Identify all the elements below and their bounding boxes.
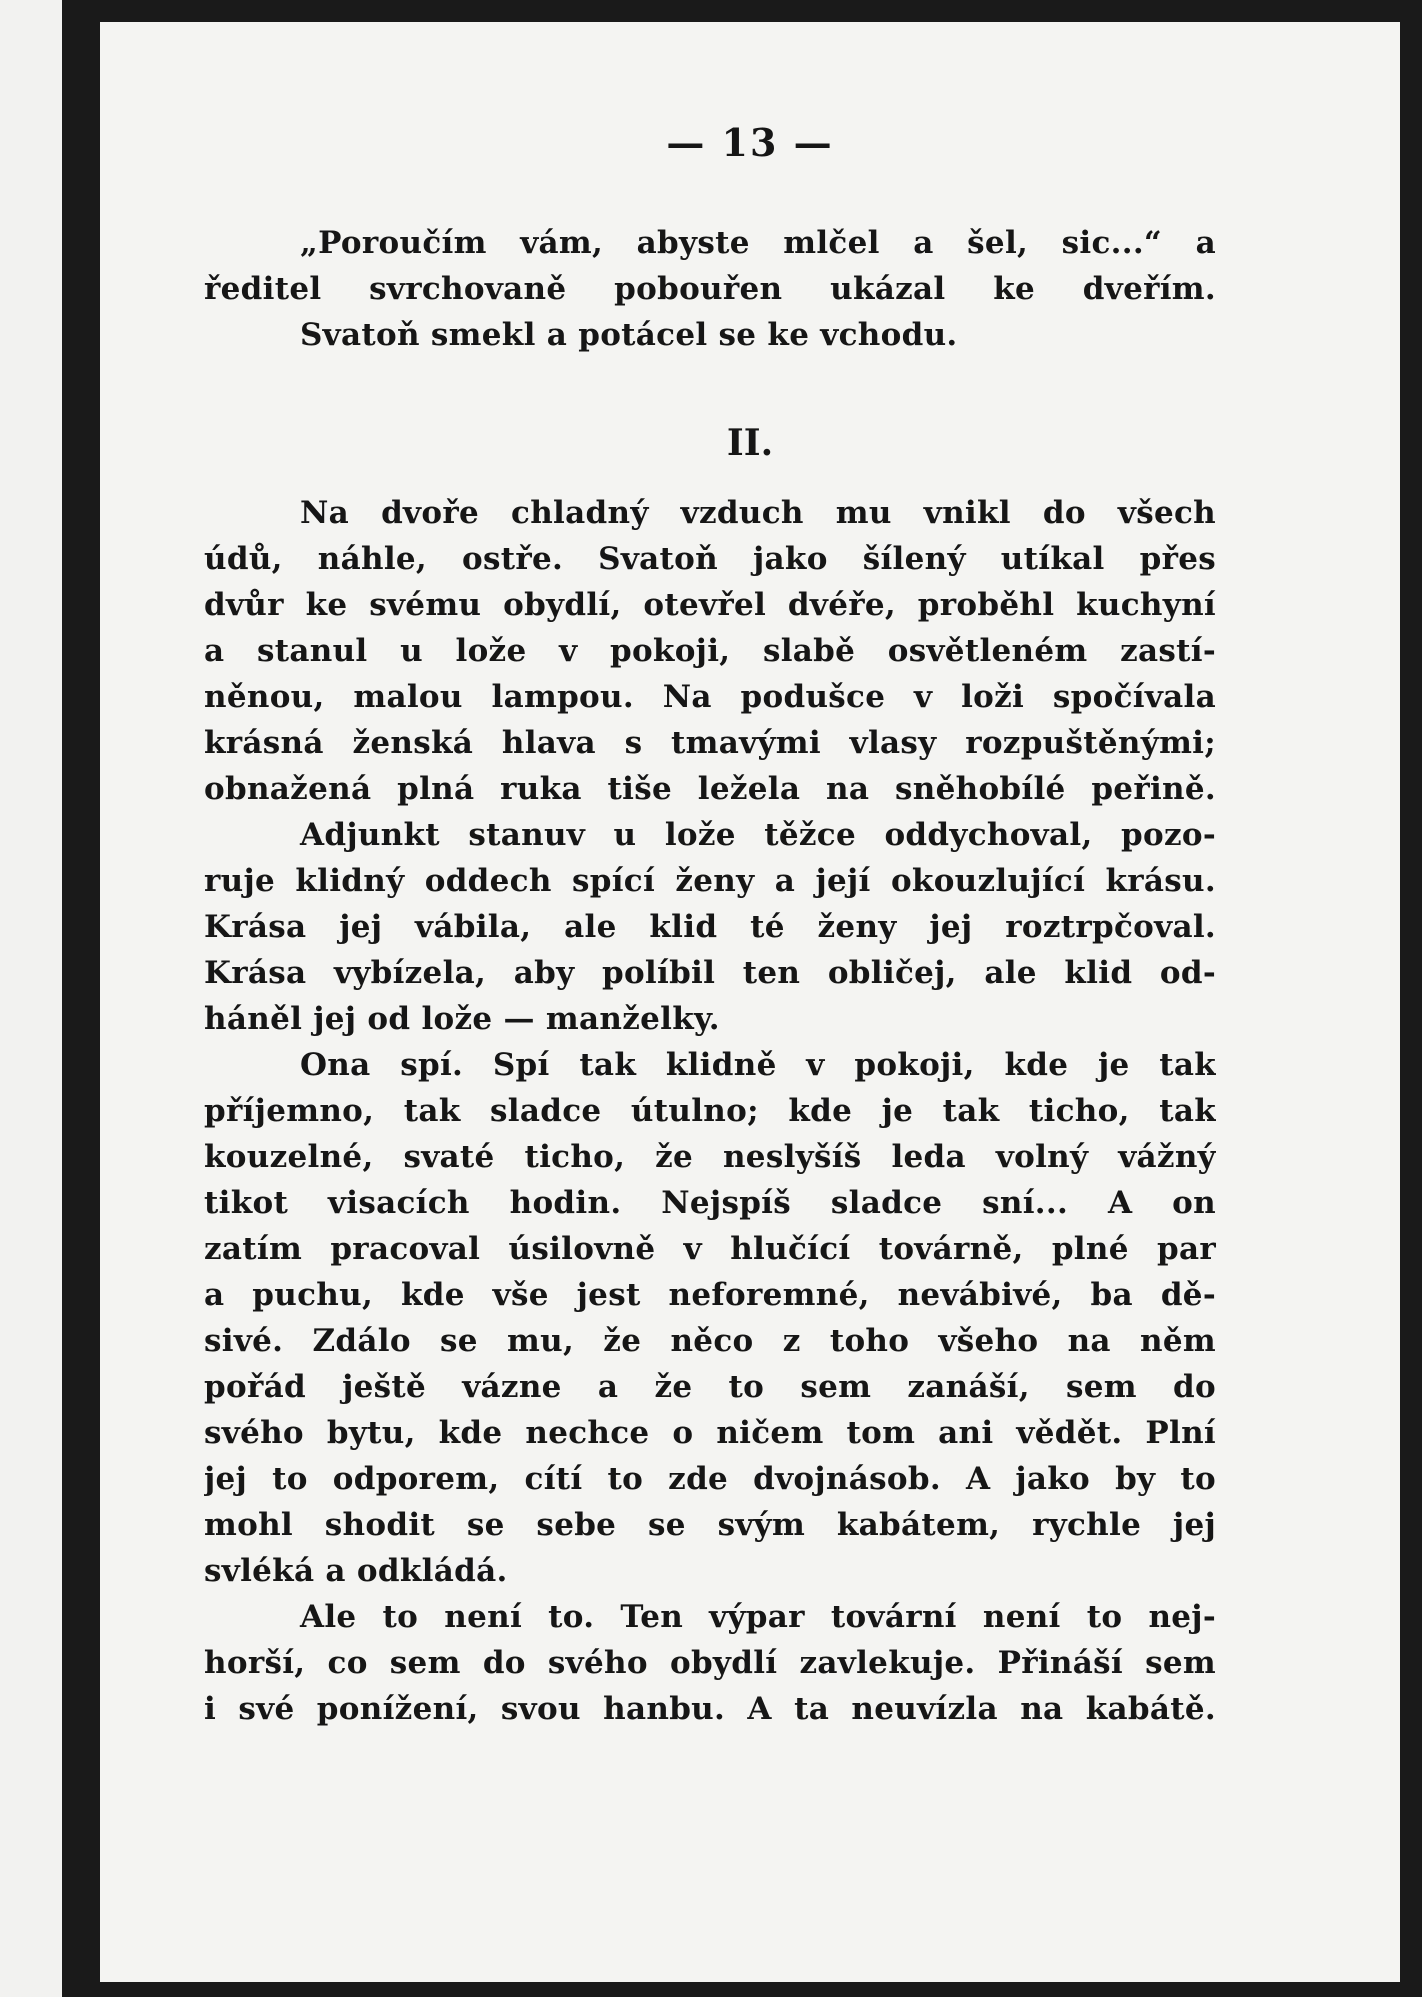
text-line: Krása vybízela, aby políbil ten obličej, ale klid od- (204, 955, 1216, 991)
text-line: něnou, malou lampou. Na podušce v loži spočívala (204, 679, 1216, 715)
text-line: horší, co sem do svého obydlí zavlekuje. Přináší sem (204, 1645, 1216, 1681)
text-line: jej to odporem, cítí to zde dvojnásob. A jako by to (204, 1461, 1216, 1497)
scan-left-margin (0, 0, 62, 1997)
text-line: tikot visacích hodin. Nejspíš sladce sní... A on (204, 1185, 1216, 1221)
text-line: Ale to není to. Ten výpar tovární není to nej- (300, 1599, 1216, 1635)
text-line: a puchu, kde vše jest neforemné, nevábivé, ba dě- (204, 1277, 1216, 1313)
text-line: i své ponížení, svou hanbu. A ta neuvízla na kabátě. (204, 1691, 1216, 1727)
text-line: pořád ještě vázne a že to sem zanáší, sem do (204, 1369, 1216, 1405)
text-line: svého bytu, kde nechce o ničem tom ani vědět. Plní (204, 1415, 1216, 1451)
text-line: údů, náhle, ostře. Svatoň jako šílený utíkal přes (204, 541, 1216, 577)
text-line: kouzelné, svaté ticho, že neslyšíš leda volný vážný (204, 1139, 1216, 1175)
text-line: „Poroučím vám, abyste mlčel a šel, sic...“ a (300, 225, 1216, 261)
text-line: mohl shodit se sebe se svým kabátem, rychle jej (204, 1507, 1216, 1543)
text-line: příjemno, tak sladce útulno; kde je tak ticho, tak (204, 1093, 1216, 1129)
text-line: ruje klidný oddech spící ženy a její okouzlující krásu. (204, 863, 1216, 899)
text-line: Svatoň smekl a potácel se ke vchodu. (300, 317, 958, 353)
text-line: Ona spí. Spí tak klidně v pokoji, kde je tak (300, 1047, 1216, 1083)
text-line: zatím pracoval úsilovně v hlučící továrně, plné par (204, 1231, 1216, 1267)
text-line: háněl jej od lože — manželky. (204, 1001, 720, 1037)
opening-paragraph (204, 220, 1216, 358)
page-number: — 13 — (666, 120, 834, 165)
text-line: dvůr ke svému obydlí, otevřel dvéře, proběhl kuchyní (204, 587, 1216, 623)
text-line: obnažená plná ruka tiše ležela na sněhobílé peřině. (204, 771, 1216, 807)
text-line: svléká a odkládá. (204, 1553, 508, 1589)
text-line: ředitel svrchovaně pobouřen ukázal ke dveřím. (204, 271, 1216, 307)
body-text (204, 490, 1216, 1732)
text-line: sivé. Zdálo se mu, že něco z toho všeho na něm (204, 1323, 1216, 1359)
text-line: Na dvoře chladný vzduch mu vnikl do všech (300, 495, 1216, 531)
text-line: krásná ženská hlava s tmavými vlasy rozpuštěnými; (204, 725, 1216, 761)
text-line: Krása jej vábila, ale klid té ženy jej roztrpčoval. (204, 909, 1216, 945)
text-line: Adjunkt stanuv u lože těžce oddychoval, pozo- (300, 817, 1216, 853)
section-heading: II. (726, 422, 774, 464)
text-line: a stanul u lože v pokoji, slabě osvětleném zastí- (204, 633, 1216, 669)
book-page (100, 22, 1400, 1982)
